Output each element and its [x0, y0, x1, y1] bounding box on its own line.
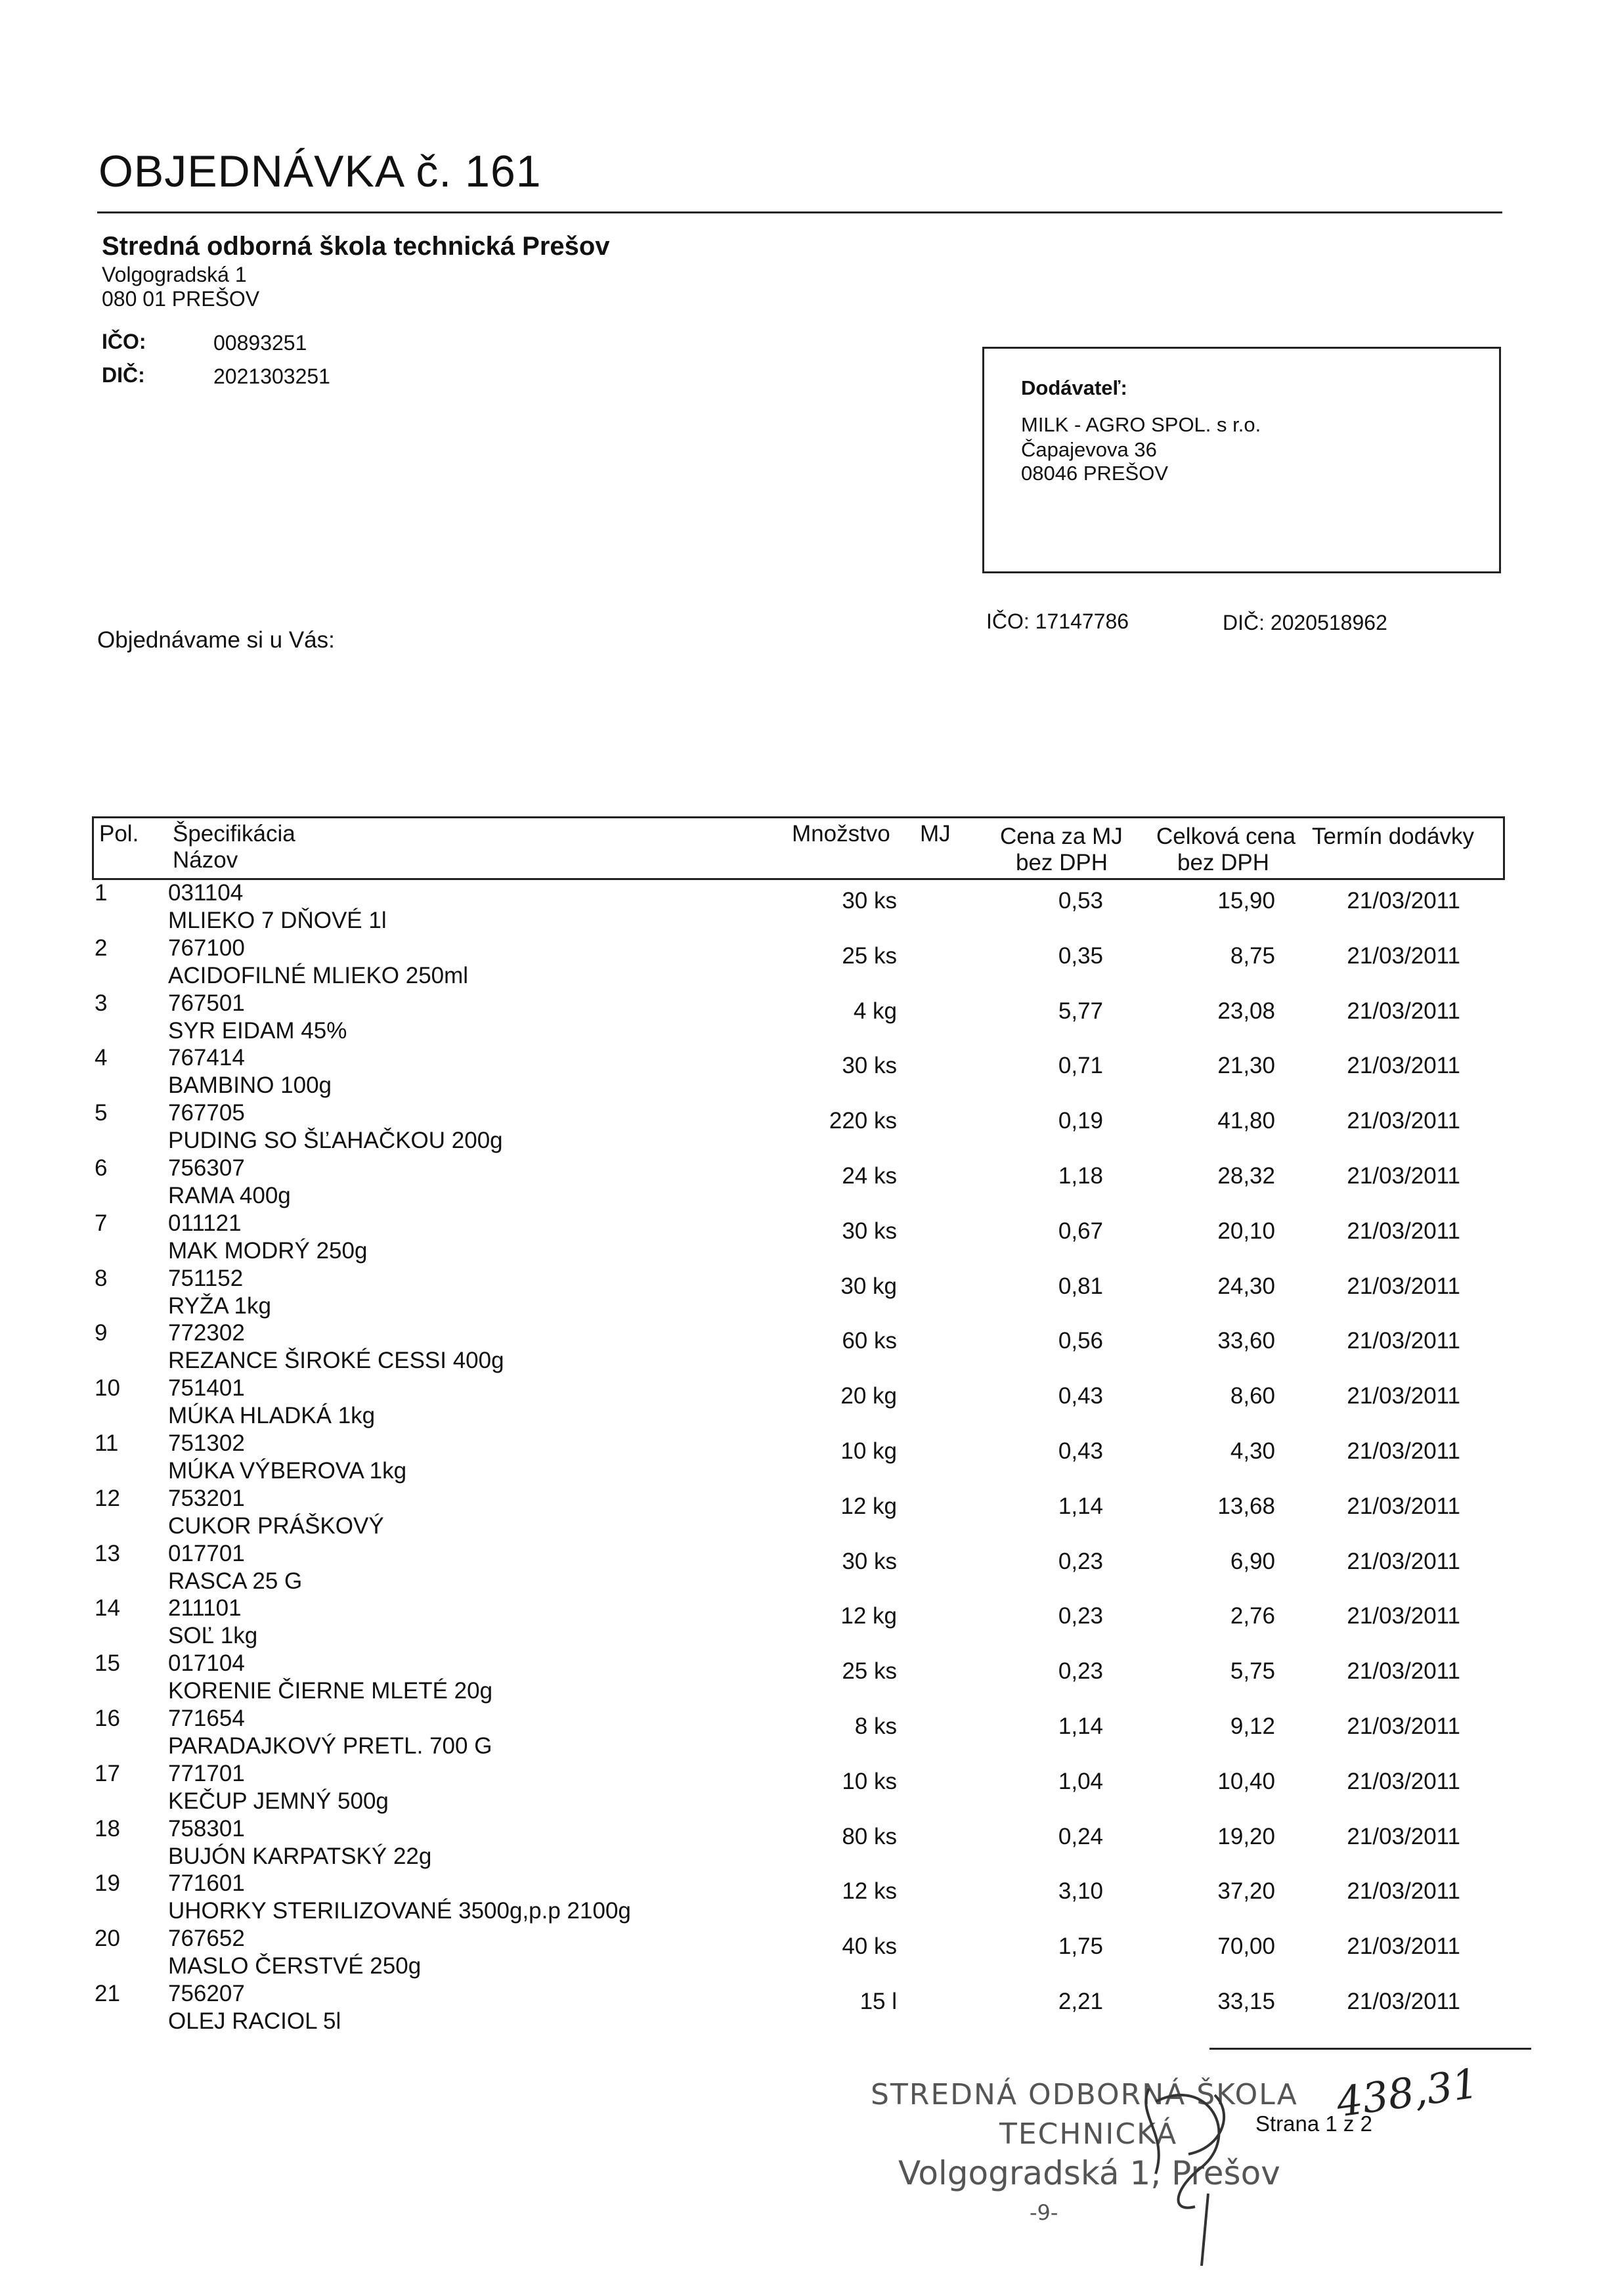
row-total-price: 10,40	[1217, 1768, 1275, 1794]
row-quantity: 30 kg	[840, 1273, 897, 1299]
row-total-price: 5,75	[1230, 1658, 1275, 1685]
table-row	[92, 1595, 1505, 1650]
stamp-line-1: STREDNÁ ODBORNÁ ŠKOLA	[871, 2078, 1298, 2111]
page-number: Strana 1 z 2	[1255, 2111, 1372, 2136]
row-total-price: 28,32	[1217, 1163, 1275, 1189]
row-delivery-date: 21/03/2011	[1347, 1273, 1460, 1299]
row-position: 12	[95, 1485, 120, 1511]
row-total-price: 21,30	[1217, 1053, 1275, 1079]
row-position: 11	[95, 1430, 119, 1456]
row-delivery-date: 21/03/2011	[1347, 1658, 1460, 1685]
row-position: 1	[95, 880, 108, 906]
row-product-code: 772302	[168, 1320, 245, 1346]
table-row	[92, 1320, 1505, 1375]
row-position: 5	[95, 1100, 108, 1126]
row-total-price: 24,30	[1217, 1273, 1275, 1299]
row-position: 20	[95, 1926, 120, 1952]
orderer-name: Stredná odborná škola technická Prešov	[102, 232, 610, 261]
row-delivery-date: 21/03/2011	[1347, 998, 1460, 1024]
row-product-code: 756307	[168, 1155, 245, 1181]
row-unit-price: 0,81	[1058, 1273, 1103, 1299]
row-product-code: 751302	[168, 1430, 245, 1456]
row-delivery-date: 21/03/2011	[1347, 1768, 1460, 1794]
row-quantity: 20 kg	[840, 1383, 897, 1409]
orderer-ico: 00893251	[213, 331, 307, 355]
row-position: 19	[95, 1870, 120, 1897]
row-delivery-date: 21/03/2011	[1347, 1548, 1460, 1574]
orderer-dic-label: DIČ:	[102, 363, 145, 387]
row-position: 2	[95, 935, 108, 961]
row-quantity: 24 ks	[842, 1163, 897, 1189]
row-position: 13	[95, 1540, 120, 1566]
table-row	[92, 935, 1505, 990]
row-position: 21	[95, 1981, 120, 2006]
row-delivery-date: 21/03/2011	[1347, 1163, 1460, 1189]
row-delivery-date: 21/03/2011	[1347, 1328, 1460, 1354]
row-product-name: BAMBINO 100g	[168, 1072, 332, 1099]
table-row	[92, 1045, 1505, 1100]
row-product-name: UHORKY STERILIZOVANÉ 3500g,p.p 2100g	[168, 1898, 631, 1924]
supplier-box	[982, 347, 1501, 573]
row-delivery-date: 21/03/2011	[1347, 1933, 1460, 1960]
row-unit-price: 1,04	[1058, 1768, 1103, 1794]
table-row	[92, 1210, 1505, 1266]
row-unit-price: 5,77	[1058, 998, 1103, 1024]
row-quantity: 40 ks	[842, 1933, 897, 1960]
row-unit-price: 0,35	[1058, 942, 1103, 969]
row-product-code: 767414	[168, 1045, 245, 1071]
row-unit-price: 0,19	[1058, 1108, 1103, 1134]
row-product-code: 758301	[168, 1815, 245, 1842]
row-product-name: BUJÓN KARPATSKÝ 22g	[168, 1843, 432, 1869]
row-product-name: RAMA 400g	[168, 1183, 291, 1208]
row-product-code: 767705	[168, 1100, 245, 1126]
orderer-dic: 2021303251	[213, 364, 330, 388]
row-position: 10	[95, 1375, 120, 1402]
row-unit-price: 0,71	[1058, 1053, 1103, 1079]
orderer-ico-label: IČO:	[102, 330, 146, 353]
document-title: OBJEDNÁVKA č. 161	[98, 146, 542, 196]
supplier-ico: IČO: 17147786	[986, 609, 1129, 633]
row-total-price: 6,90	[1230, 1548, 1275, 1574]
table-row	[92, 1266, 1505, 1321]
row-product-name: PUDING SO ŠĽAHAČKOU 200g	[168, 1128, 503, 1154]
row-product-code: 771601	[168, 1870, 245, 1897]
row-unit-price: 0,43	[1058, 1438, 1103, 1464]
row-unit-price: 0,43	[1058, 1383, 1103, 1409]
row-quantity: 15 l	[859, 1989, 897, 2014]
row-product-name: MÚKA HLADKÁ 1kg	[168, 1403, 376, 1429]
row-quantity: 4 kg	[853, 998, 897, 1024]
table-row	[92, 1430, 1505, 1486]
row-total-price: 15,90	[1217, 888, 1275, 914]
orderer-city: 080 01 PREŠOV	[102, 287, 260, 311]
title-divider	[97, 211, 1502, 213]
row-quantity: 30 ks	[842, 888, 897, 914]
row-product-name: MÚKA VÝBEROVA 1kg	[168, 1458, 407, 1484]
header-celkova-1: Celková cena	[1156, 824, 1296, 849]
row-quantity: 25 ks	[842, 942, 897, 969]
row-total-price: 2,76	[1230, 1603, 1275, 1629]
stamp-line-2: TECHNICKÁ	[999, 2117, 1178, 2151]
table-row	[92, 880, 1505, 935]
header-termin: Termín dodávky	[1312, 824, 1475, 849]
header-celkova-2: bez DPH	[1177, 850, 1270, 875]
row-unit-price: 0,67	[1058, 1218, 1103, 1244]
stamp-line-4: -9-	[1030, 2200, 1058, 2225]
row-quantity: 12 ks	[842, 1878, 897, 1905]
header-mj: MJ	[920, 821, 951, 847]
table-header	[92, 816, 1505, 880]
row-product-code: 767100	[168, 935, 245, 961]
supplier-label: Dodávateľ:	[1021, 376, 1127, 399]
table-row	[92, 990, 1505, 1046]
row-position: 14	[95, 1595, 120, 1622]
row-position: 18	[95, 1815, 120, 1842]
stamp-line-3: Volgogradská 1, Prešov	[898, 2154, 1280, 2192]
row-product-code: 017701	[168, 1540, 245, 1566]
row-product-code: 756207	[168, 1981, 245, 2006]
row-product-name: REZANCE ŠIROKÉ CESSI 400g	[168, 1348, 504, 1374]
row-total-price: 33,15	[1217, 1989, 1275, 2014]
row-total-price: 8,60	[1230, 1383, 1275, 1409]
row-delivery-date: 21/03/2011	[1347, 1438, 1460, 1464]
row-total-price: 9,12	[1230, 1713, 1275, 1739]
header-cena-1: Cena za MJ	[1000, 824, 1123, 849]
row-product-code: 751401	[168, 1375, 245, 1402]
row-product-code: 771701	[168, 1760, 245, 1786]
footer-divider	[1209, 2048, 1531, 2050]
table-row	[92, 1486, 1505, 1541]
header-cena-2: bez DPH	[1016, 850, 1108, 875]
row-quantity: 30 ks	[842, 1218, 897, 1244]
row-position: 15	[95, 1650, 120, 1677]
row-quantity: 25 ks	[842, 1658, 897, 1685]
row-position: 7	[95, 1210, 108, 1236]
row-delivery-date: 21/03/2011	[1347, 888, 1460, 914]
row-product-code: 753201	[168, 1485, 245, 1511]
row-product-name: OLEJ RACIOL 5l	[168, 2008, 341, 2034]
table-row	[92, 1100, 1505, 1155]
row-product-name: SOĽ 1kg	[168, 1623, 258, 1649]
row-quantity: 80 ks	[842, 1823, 897, 1849]
row-quantity: 12 kg	[840, 1493, 897, 1519]
row-total-price: 23,08	[1217, 998, 1275, 1024]
row-product-name: MLIEKO 7 DŇOVÉ 1l	[168, 908, 387, 933]
supplier-name: MILK - AGRO SPOL. s r.o.	[1021, 413, 1261, 436]
row-unit-price: 1,14	[1058, 1493, 1103, 1519]
row-total-price: 37,20	[1217, 1878, 1275, 1905]
row-product-code: 017104	[168, 1650, 245, 1677]
row-unit-price: 0,23	[1058, 1658, 1103, 1685]
row-product-code: 767652	[168, 1926, 245, 1952]
row-delivery-date: 21/03/2011	[1347, 1989, 1460, 2014]
table-row	[92, 1926, 1505, 1981]
table-row	[92, 1981, 1505, 2036]
row-quantity: 60 ks	[842, 1328, 897, 1354]
row-product-code: 211101	[168, 1595, 242, 1622]
row-total-price: 13,68	[1217, 1493, 1275, 1519]
row-delivery-date: 21/03/2011	[1347, 1823, 1460, 1849]
row-unit-price: 0,23	[1058, 1548, 1103, 1574]
row-product-name: RYŽA 1kg	[168, 1292, 271, 1319]
row-quantity: 30 ks	[842, 1053, 897, 1079]
row-product-name: MASLO ČERSTVÉ 250g	[168, 1953, 422, 1979]
row-position: 3	[95, 990, 108, 1016]
row-unit-price: 0,23	[1058, 1603, 1103, 1629]
row-total-price: 19,20	[1217, 1823, 1275, 1849]
row-quantity: 30 ks	[842, 1548, 897, 1574]
row-total-price: 8,75	[1230, 942, 1275, 969]
row-product-code: 031104	[168, 880, 244, 906]
row-total-price: 33,60	[1217, 1328, 1275, 1354]
row-quantity: 12 kg	[840, 1603, 897, 1629]
table-row	[92, 1761, 1505, 1816]
row-delivery-date: 21/03/2011	[1347, 1383, 1460, 1409]
row-delivery-date: 21/03/2011	[1347, 1493, 1460, 1519]
row-unit-price: 1,14	[1058, 1713, 1103, 1739]
table-row	[92, 1650, 1505, 1706]
header-mnozstvo: Množstvo	[792, 821, 890, 847]
row-quantity: 10 ks	[842, 1768, 897, 1794]
row-product-code: 771654	[168, 1706, 245, 1731]
orderer-street: Volgogradská 1	[102, 263, 247, 286]
row-position: 9	[95, 1320, 108, 1346]
row-position: 8	[95, 1265, 108, 1291]
row-product-name: ACIDOFILNÉ MLIEKO 250ml	[168, 962, 469, 988]
row-unit-price: 0,24	[1058, 1823, 1103, 1849]
row-product-name: SYR EIDAM 45%	[168, 1017, 347, 1044]
row-product-code: 767501	[168, 990, 245, 1016]
supplier-dic: DIČ: 2020518962	[1223, 611, 1387, 634]
row-delivery-date: 21/03/2011	[1347, 1053, 1460, 1079]
row-delivery-date: 21/03/2011	[1347, 1108, 1460, 1134]
row-total-price: 70,00	[1217, 1933, 1275, 1960]
row-unit-price: 1,18	[1058, 1163, 1103, 1189]
row-unit-price: 1,75	[1058, 1933, 1103, 1960]
row-quantity: 220 ks	[829, 1108, 897, 1134]
supplier-street: Čapajevova 36	[1021, 438, 1157, 461]
row-product-name: PARADAJKOVÝ PRETL. 700 G	[168, 1733, 492, 1759]
row-position: 16	[95, 1706, 120, 1731]
row-delivery-date: 21/03/2011	[1347, 1713, 1460, 1739]
row-product-name: KEČUP JEMNÝ 500g	[168, 1788, 389, 1814]
table-row	[92, 1375, 1505, 1430]
row-delivery-date: 21/03/2011	[1347, 1603, 1460, 1629]
row-unit-price: 3,10	[1058, 1878, 1103, 1905]
row-delivery-date: 21/03/2011	[1347, 942, 1460, 969]
row-product-name: MAK MODRÝ 250g	[168, 1237, 368, 1264]
row-product-code: 011121	[168, 1210, 242, 1236]
order-intro: Objednávame si u Vás:	[97, 627, 335, 653]
header-spec: Špecifikácia	[173, 821, 295, 847]
row-product-code: 751152	[168, 1265, 244, 1291]
row-unit-price: 2,21	[1058, 1989, 1103, 2014]
school-stamp	[860, 2075, 1298, 2272]
header-pol: Pol.	[99, 821, 139, 847]
row-total-price: 41,80	[1217, 1108, 1275, 1134]
row-position: 4	[95, 1045, 108, 1071]
table-row	[92, 1706, 1505, 1761]
header-nazov: Názov	[173, 847, 238, 873]
row-total-price: 4,30	[1230, 1438, 1275, 1464]
row-position: 17	[95, 1760, 120, 1786]
row-product-name: KORENIE ČIERNE MLETÉ 20g	[168, 1678, 493, 1704]
row-quantity: 10 kg	[840, 1438, 897, 1464]
table-row	[92, 1155, 1505, 1210]
row-product-name: CUKOR PRÁŠKOVÝ	[168, 1512, 384, 1539]
table-row	[92, 1870, 1505, 1926]
signature-scribble	[1110, 2075, 1267, 2272]
row-product-name: RASCA 25 G	[168, 1568, 303, 1594]
supplier-city: 08046 PREŠOV	[1021, 462, 1169, 485]
row-delivery-date: 21/03/2011	[1347, 1218, 1460, 1244]
row-unit-price: 0,53	[1058, 888, 1103, 914]
row-quantity: 8 ks	[854, 1713, 897, 1739]
row-position: 6	[95, 1155, 108, 1181]
row-delivery-date: 21/03/2011	[1347, 1878, 1460, 1905]
table-row	[92, 1816, 1505, 1871]
table-row	[92, 1541, 1505, 1596]
row-total-price: 20,10	[1217, 1218, 1275, 1244]
row-unit-price: 0,56	[1058, 1328, 1103, 1354]
handwritten-note: 438,31	[1333, 2059, 1481, 2127]
